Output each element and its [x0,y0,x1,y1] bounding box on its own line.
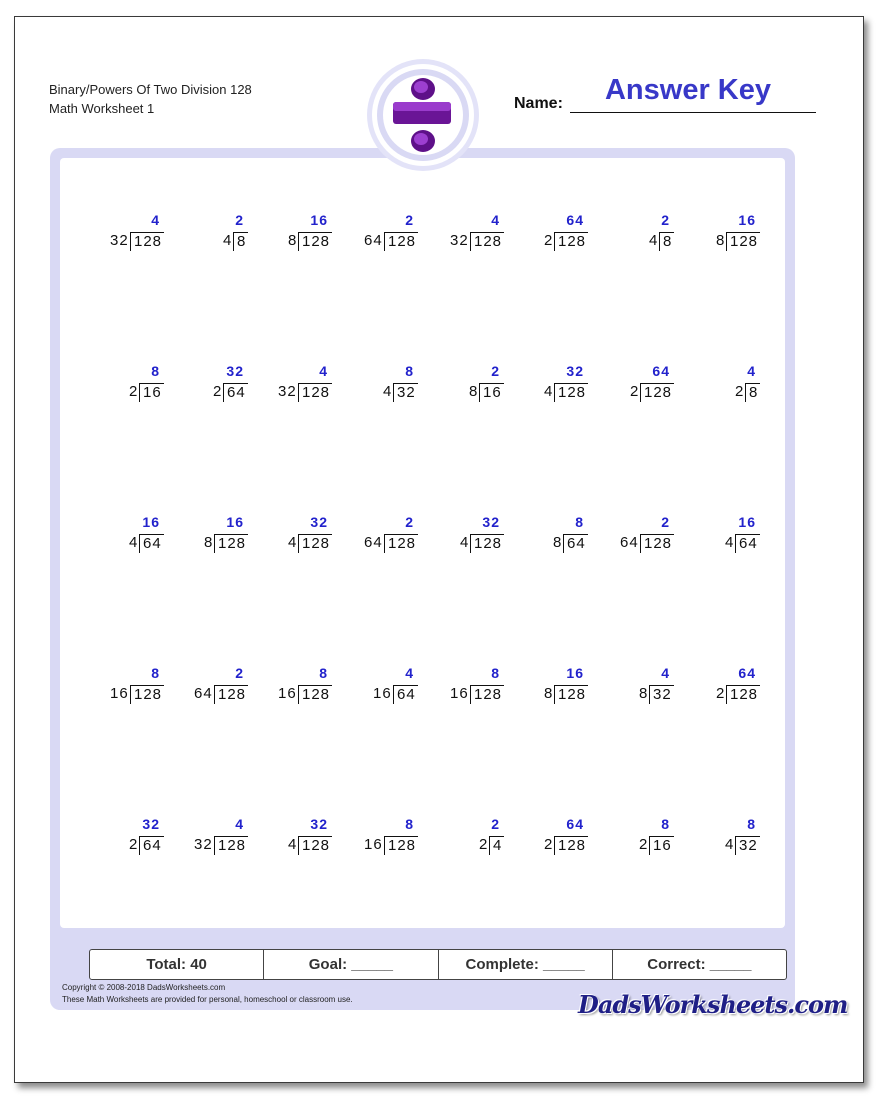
division-problem [598,665,678,715]
divisor: 32 [278,383,297,400]
division-problem [684,363,764,413]
copyright-block [62,982,353,1006]
quotient-answer: 8 [319,665,328,681]
dividend: 32 [393,383,418,402]
divisor: 2 [479,836,489,853]
divisor: 4 [288,534,298,551]
division-problem [598,212,678,262]
dividend: 128 [384,232,418,251]
division-problem [428,514,508,564]
divisor: 2 [213,383,223,400]
dividend: 128 [470,685,504,704]
divisor: 2 [716,685,726,702]
dividend: 8 [233,232,248,251]
divisor: 8 [288,232,298,249]
quotient-answer: 16 [142,514,160,530]
divisor: 4 [725,836,735,853]
quotient-answer: 32 [482,514,500,530]
divisor: 32 [110,232,129,249]
divisor: 8 [553,534,563,551]
score-total: Total: 40 [90,950,264,979]
division-symbol-icon [366,58,480,172]
dividend: 128 [726,232,760,251]
divisor: 2 [630,383,640,400]
answer-key-label: Answer Key [604,74,771,106]
dividend: 32 [649,685,674,704]
score-complete: Complete: _____ [439,950,613,979]
division-problem [598,363,678,413]
dividend: 64 [563,534,588,553]
dividend: 128 [130,232,164,251]
dividend: 128 [640,534,674,553]
quotient-answer: 8 [405,816,414,832]
quotient-answer: 8 [151,363,160,379]
dividend: 128 [470,232,504,251]
divisor: 2 [129,836,139,853]
quotient-answer: 2 [491,816,500,832]
dividend: 32 [735,836,760,855]
dividend: 8 [745,383,760,402]
copyright-text: Copyright © 2008-2018 DadsWorksheets.com [62,983,226,992]
quotient-answer: 2 [405,514,414,530]
division-problem [342,212,422,262]
dividend: 128 [470,534,504,553]
name-line [570,111,816,113]
dividend: 128 [384,534,418,553]
quotient-answer: 4 [235,816,244,832]
quotient-answer: 32 [310,514,328,530]
division-problem [684,816,764,866]
quotient-answer: 8 [747,816,756,832]
divisor: 64 [364,232,383,249]
dividend: 64 [139,836,164,855]
dividend: 128 [214,685,248,704]
dividend: 128 [640,383,674,402]
quotient-answer: 4 [747,363,756,379]
dividend: 128 [298,232,332,251]
division-problem [256,363,336,413]
divisor: 4 [544,383,554,400]
dividend: 128 [554,836,588,855]
divisor: 16 [278,685,297,702]
division-problem [512,514,592,564]
usage-notice: These Math Worksheets are provided for personal, homeschool or classroom use. [62,995,353,1004]
division-problem [428,816,508,866]
quotient-answer: 16 [226,514,244,530]
division-problem [428,363,508,413]
divisor: 4 [129,534,139,551]
division-problem [88,816,168,866]
quotient-answer: 8 [661,816,670,832]
division-problem [256,514,336,564]
divisor: 4 [288,836,298,853]
quotient-answer: 64 [738,665,756,681]
quotient-answer: 32 [310,816,328,832]
divisor: 8 [544,685,554,702]
quotient-answer: 2 [405,212,414,228]
division-problem [172,363,252,413]
divisor: 64 [620,534,639,551]
divisor: 8 [204,534,214,551]
division-problem [172,514,252,564]
divisor: 4 [649,232,659,249]
division-problem [256,665,336,715]
quotient-answer: 8 [491,665,500,681]
dividend: 8 [659,232,674,251]
score-goal: Goal: _____ [264,950,438,979]
quotient-answer: 32 [142,816,160,832]
divisor: 8 [639,685,649,702]
divisor: 4 [460,534,470,551]
division-problem [512,665,592,715]
division-problem [342,816,422,866]
quotient-answer: 4 [319,363,328,379]
division-problem [684,665,764,715]
quotient-answer: 64 [566,816,584,832]
quotient-answer: 8 [575,514,584,530]
dividend: 128 [298,836,332,855]
divisor: 64 [194,685,213,702]
title-line-1: Binary/Powers Of Two Division 128 [49,82,252,97]
division-problem [684,212,764,262]
quotient-answer: 4 [491,212,500,228]
score-bar [89,949,787,980]
division-problem [88,514,168,564]
divisor: 32 [194,836,213,853]
dividend: 128 [298,383,332,402]
quotient-answer: 2 [235,665,244,681]
division-problem [512,212,592,262]
division-problem [342,665,422,715]
dividend: 128 [554,685,588,704]
dividend: 128 [298,534,332,553]
dividend: 128 [214,836,248,855]
dadsworksheets-logo: DadsWorksheets.com [578,990,848,1019]
division-problem [172,665,252,715]
dividend: 128 [726,685,760,704]
divisor: 2 [639,836,649,853]
divisor: 4 [383,383,393,400]
divisor: 64 [364,534,383,551]
division-problem [598,514,678,564]
quotient-answer: 4 [405,665,414,681]
dividend: 64 [735,534,760,553]
divisor: 4 [223,232,233,249]
division-problem [512,363,592,413]
divisor: 8 [716,232,726,249]
divisor: 2 [544,836,554,853]
division-problem [172,816,252,866]
quotient-answer: 2 [661,212,670,228]
quotient-answer: 8 [405,363,414,379]
quotient-answer: 64 [652,363,670,379]
division-problem [684,514,764,564]
division-problem [598,816,678,866]
divisor: 16 [364,836,383,853]
score-correct: Correct: _____ [647,956,752,973]
division-problem [88,363,168,413]
quotient-answer: 2 [661,514,670,530]
division-problem [428,212,508,262]
division-problem [88,212,168,262]
quotient-answer: 16 [310,212,328,228]
quotient-answer: 4 [661,665,670,681]
divisor: 32 [450,232,469,249]
dividend: 128 [214,534,248,553]
quotient-answer: 32 [566,363,584,379]
divisor: 16 [450,685,469,702]
divisor: 16 [373,685,392,702]
name-label: Name: [514,95,563,112]
divisor: 16 [110,685,129,702]
quotient-answer: 16 [566,665,584,681]
quotient-answer: 64 [566,212,584,228]
division-problem [88,665,168,715]
division-problem [256,212,336,262]
dividend: 4 [489,836,504,855]
dividend: 128 [554,232,588,251]
divisor: 2 [735,383,745,400]
worksheet-title [49,80,252,118]
dividend: 64 [223,383,248,402]
divisor: 4 [725,534,735,551]
quotient-answer: 2 [235,212,244,228]
division-problem [342,514,422,564]
divisor: 2 [544,232,554,249]
quotient-answer: 4 [151,212,160,228]
division-problem [428,665,508,715]
title-line-2: Math Worksheet 1 [49,101,155,116]
dividend: 16 [479,383,504,402]
dividend: 128 [554,383,588,402]
quotient-answer: 32 [226,363,244,379]
quotient-answer: 16 [738,514,756,530]
quotient-answer: 8 [151,665,160,681]
dividend: 16 [649,836,674,855]
dividend: 128 [130,685,164,704]
divisor: 8 [469,383,479,400]
quotient-answer: 16 [738,212,756,228]
dividend: 64 [393,685,418,704]
dividend: 64 [139,534,164,553]
division-problem [342,363,422,413]
division-problem [172,212,252,262]
quotient-answer: 2 [491,363,500,379]
division-problem [512,816,592,866]
dividend: 16 [139,383,164,402]
division-problem [256,816,336,866]
dividend: 128 [298,685,332,704]
divisor: 2 [129,383,139,400]
dividend: 128 [384,836,418,855]
